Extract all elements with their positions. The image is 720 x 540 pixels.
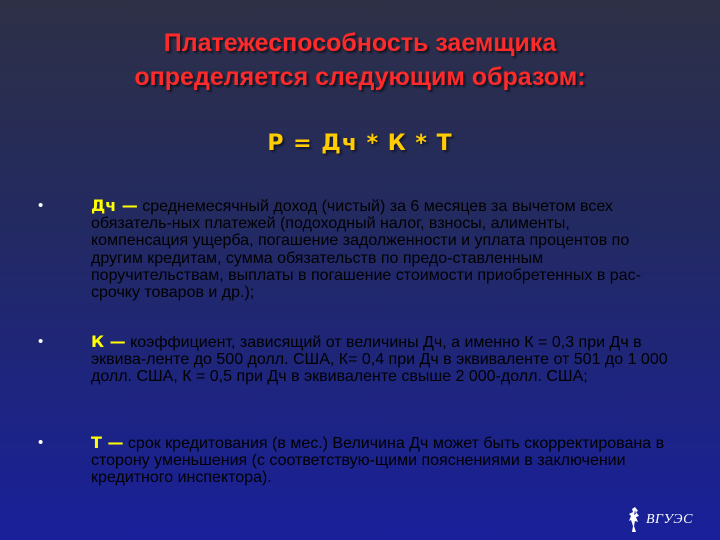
- university-emblem-icon: [626, 506, 644, 534]
- slide-title: [0, 26, 720, 94]
- bullet-text: [91, 197, 671, 301]
- bullet-text: [91, 333, 671, 386]
- bullet-description: среднемесячный доход (чистый) за 6 месяцев за вычетом всех обязатель-ных платежей (подоходный налог, взносы, алименты, компенсация ущерба, погашение задолженности и уплата процентов по другим кредитам, сумма обязательств по предо-ставленным поручительствам, выплаты в погашение стоимости приобретенных в рас-срочку товаров и др.);: [91, 198, 641, 302]
- bullet-term: К —: [91, 332, 126, 351]
- bullet-text: [91, 434, 671, 487]
- university-logo-text: ВГУЭС: [646, 512, 693, 527]
- bullet-description: коэффициент, зависящий от величины Дч, а именно К = 0,3 при Дч в эквива-ленте до 500 долл. США, К= 0,4 при Дч в эквиваленте от 501 до 1 000 долл. США, К = 0,5 при Дч в эквиваленте свыше 2 000-долл. США;: [91, 334, 668, 386]
- bullet-marker: •: [38, 197, 44, 214]
- bullet-marker: •: [38, 333, 44, 350]
- bullet-marker: •: [38, 434, 44, 451]
- formula: Р = Дч * К * Т: [267, 131, 453, 156]
- bullet-term: Дч —: [91, 196, 138, 215]
- university-logo: [626, 505, 693, 535]
- bullet-term: Т —: [91, 433, 124, 452]
- slide-title-line-2: определяется следующим образом:: [134, 63, 586, 91]
- bullet-description: срок кредитования (в мес.) Величина Дч может быть скорректирована в сторону уменьшения (с соответствую-щими пояснениями в заключении кредитного инспектора).: [91, 435, 665, 487]
- slide-title-line-1: Платежеспособность заемщика: [163, 29, 557, 57]
